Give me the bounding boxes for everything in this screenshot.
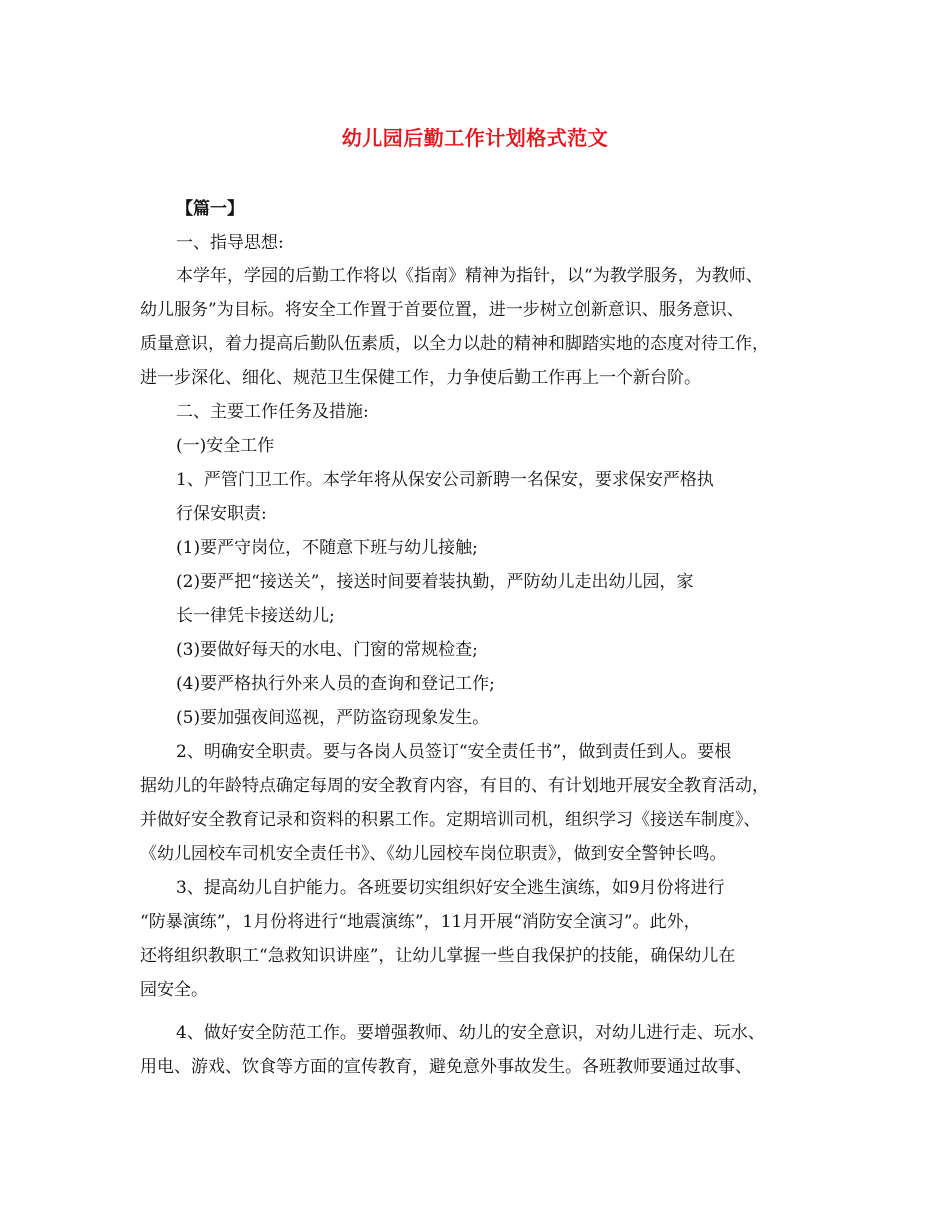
paragraph-line: 行保安职责:	[176, 504, 267, 524]
paragraph-line: (5)要加强夜间巡视，严防盗窃现象发生。	[176, 708, 490, 728]
paragraph-line: 长一律凭卡接送幼儿;	[176, 606, 335, 626]
paragraph-line: 质量意识，着力提高后勤队伍素质，以全力以赴的精神和脚踏实地的态度对待工作，	[140, 334, 769, 354]
section-heading: 【篇一】	[176, 199, 244, 219]
paragraph-line: 并做好安全教育记录和资料的积累工作。定期培训司机，组织学习《接送车制度》、	[140, 810, 761, 830]
paragraph-line: 2、明确安全职责。要与各岗人员签订“安全责任书”，做到责任到人。要根	[176, 742, 732, 762]
paragraph-line: 进一步深化、细化、规范卫生保健工作，力争使后勤工作再上一个新台阶。	[140, 368, 701, 388]
paragraph-line: (1)要严守岗位，不随意下班与幼儿接触;	[176, 538, 478, 558]
paragraph-line: (2)要严把“接送关”，接送时间要着装执勤，严防幼儿走出幼儿园，家	[176, 572, 694, 592]
paragraph-line: 二、主要工作任务及措施:	[176, 402, 369, 422]
paragraph-line: “防暴演练”，1月份将进行“地震演练”，11月开展“消防安全演习”。此外，	[140, 912, 701, 932]
paragraph-line: 4、做好安全防范工作。要增强教师、幼儿的安全意识，对幼儿进行走、玩水、	[176, 1023, 765, 1043]
paragraph-line: 园安全。	[140, 980, 208, 1000]
paragraph-line: (3)要做好每天的水电、门窗的常规检查;	[176, 640, 478, 660]
paragraph-line: 本学年，学园的后勤工作将以《指南》精神为指针，以“为教学服务，为教师、	[176, 266, 763, 286]
paragraph-line: 用电、游戏、饮食等方面的宣传教育，避免意外事故发生。各班教师要通过故事、	[140, 1057, 752, 1077]
paragraph-line: (一)安全工作	[176, 436, 275, 456]
paragraph-line: 还将组织教职工“急救知识讲座”，让幼儿掌握一些自我保护的技能，确保幼儿在	[140, 946, 736, 966]
paragraph-line: 据幼儿的年龄特点确定每周的安全教育内容，有目的、有计划地开展安全教育活动，	[140, 776, 769, 796]
paragraph-line: 3、提高幼儿自护能力。各班要切实组织好安全逃生演练，如9月份将进行	[176, 878, 725, 898]
document-title: 幼儿园后勤工作计划格式范文	[341, 126, 609, 150]
paragraph-line: 一、指导思想:	[176, 233, 284, 253]
paragraph-line: 幼儿服务”为目标。将安全工作置于首要位置，进一步树立创新意识、服务意识、	[140, 300, 744, 320]
paragraph-line: 《幼儿园校车司机安全责任书》、《幼儿园校车岗位职责》，做到安全警钟长鸣。	[140, 844, 727, 864]
paragraph-line: 1、严管门卫工作。本学年将从保安公司新聘一名保安，要求保安严格执	[176, 470, 714, 490]
paragraph-line: (4)要严格执行外来人员的查询和登记工作;	[176, 674, 495, 694]
